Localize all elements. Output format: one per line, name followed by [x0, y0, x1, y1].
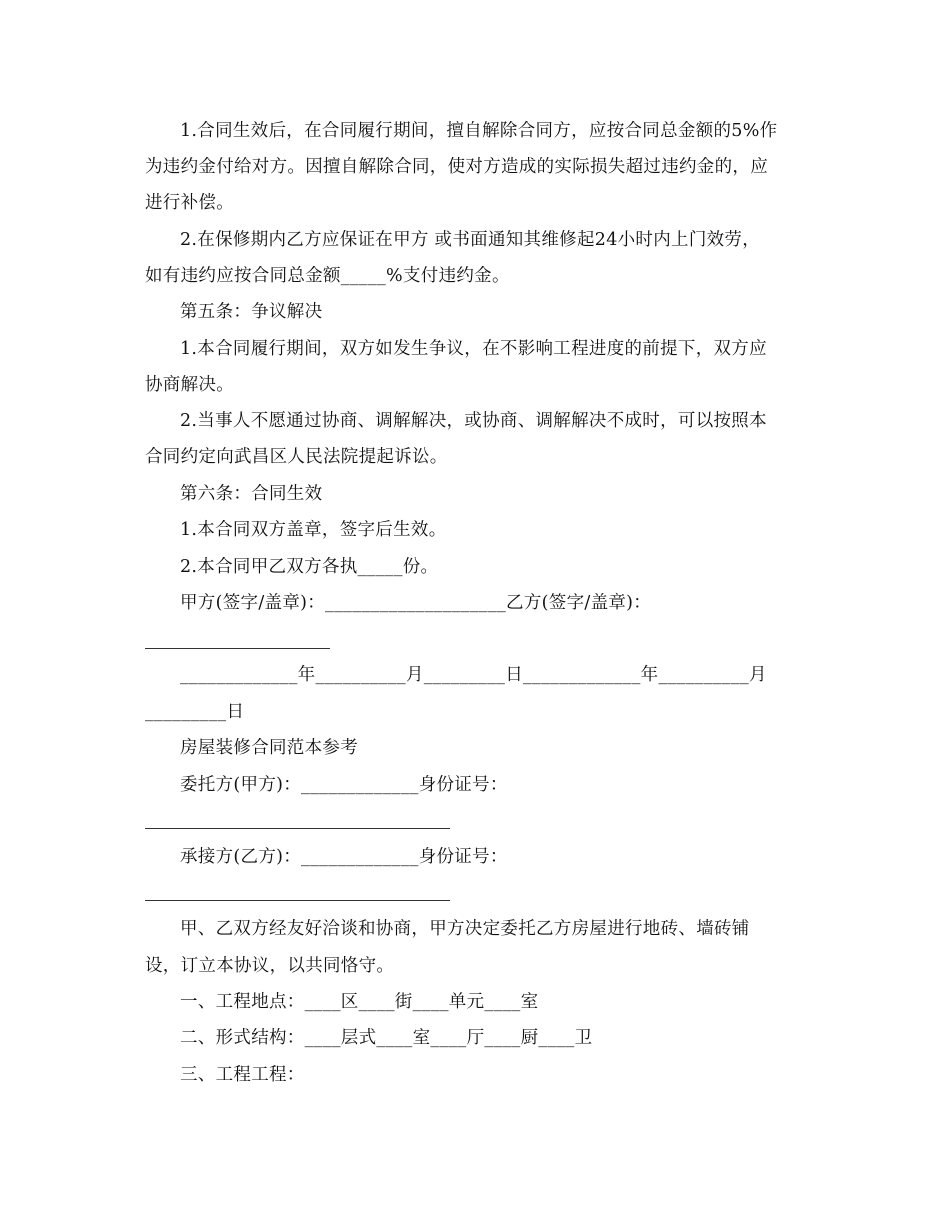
clause-4-item-1-line-1: 1.合同生效后，在合同履行期间，擅自解除合同方，应按合同总金额的5%作: [180, 121, 778, 141]
agreement-intro-line-2: 设，订立本协议，以共同恪守。: [145, 956, 395, 976]
signature-line: 甲方(签字/盖章)：____________________乙方(签字/盖章)：: [180, 593, 652, 613]
clause-6-heading: 第六条：合同生效: [180, 484, 323, 504]
clause-5-item-1-line-1: 1.本合同履行期间，双方如发生争议，在不影响工程进度的前提下，双方应: [180, 339, 767, 359]
client-id-blank-rule: [145, 828, 450, 829]
clause-6-item-2: 2.本合同甲乙双方各执_____份。: [180, 557, 439, 577]
contractor-party-line: 承接方(乙方)：_____________身份证号：: [180, 847, 508, 867]
clause-4-item-1-line-2: 为违约金付给对方。因擅自解除合同，使对方造成的实际损失超过违约金的，应: [145, 157, 768, 177]
clause-5-heading: 第五条：争议解决: [180, 302, 323, 322]
date-line: _____________年__________月_________日_____________年__________月: [180, 665, 767, 685]
project-location-line: 一、工程地点：____区____街____单元____室: [180, 992, 539, 1012]
date-line-continued: _________日: [145, 702, 245, 722]
contractor-id-blank-rule: [145, 900, 450, 901]
clause-5-item-2-line-2: 合同约定向武昌区人民法院提起诉讼。: [145, 447, 448, 467]
clause-4-item-2-line-1: 2.在保修期内乙方应保证在甲方 或书面通知其维修起24小时内上门效劳，: [180, 230, 761, 250]
clause-4-item-1-line-3: 进行补偿。: [145, 193, 234, 213]
clause-5-item-2-line-1: 2.当事人不愿通过协商、调解解决，或协商、调解解决不成时，可以按照本: [180, 411, 767, 431]
client-party-line: 委托方(甲方)：_____________身份证号：: [180, 775, 508, 795]
agreement-intro-line-1: 甲、乙双方经友好洽谈和协商，甲方决定委托乙方房屋进行地砖、墙砖铺: [180, 919, 750, 939]
clause-4-item-2-line-2: 如有违约应按合同总金额_____%支付违约金。: [145, 266, 510, 286]
clause-6-item-1: 1.本合同双方盖章，签字后生效。: [180, 520, 447, 540]
signature-blank-rule: [145, 648, 330, 649]
project-items-line: 三、工程工程：: [180, 1065, 305, 1085]
structure-type-line: 二、形式结构：____层式____室____厅____厨____卫: [180, 1028, 593, 1048]
section-title: 房屋装修合同范本参考: [180, 738, 358, 758]
clause-5-item-1-line-2: 协商解决。: [145, 375, 234, 395]
